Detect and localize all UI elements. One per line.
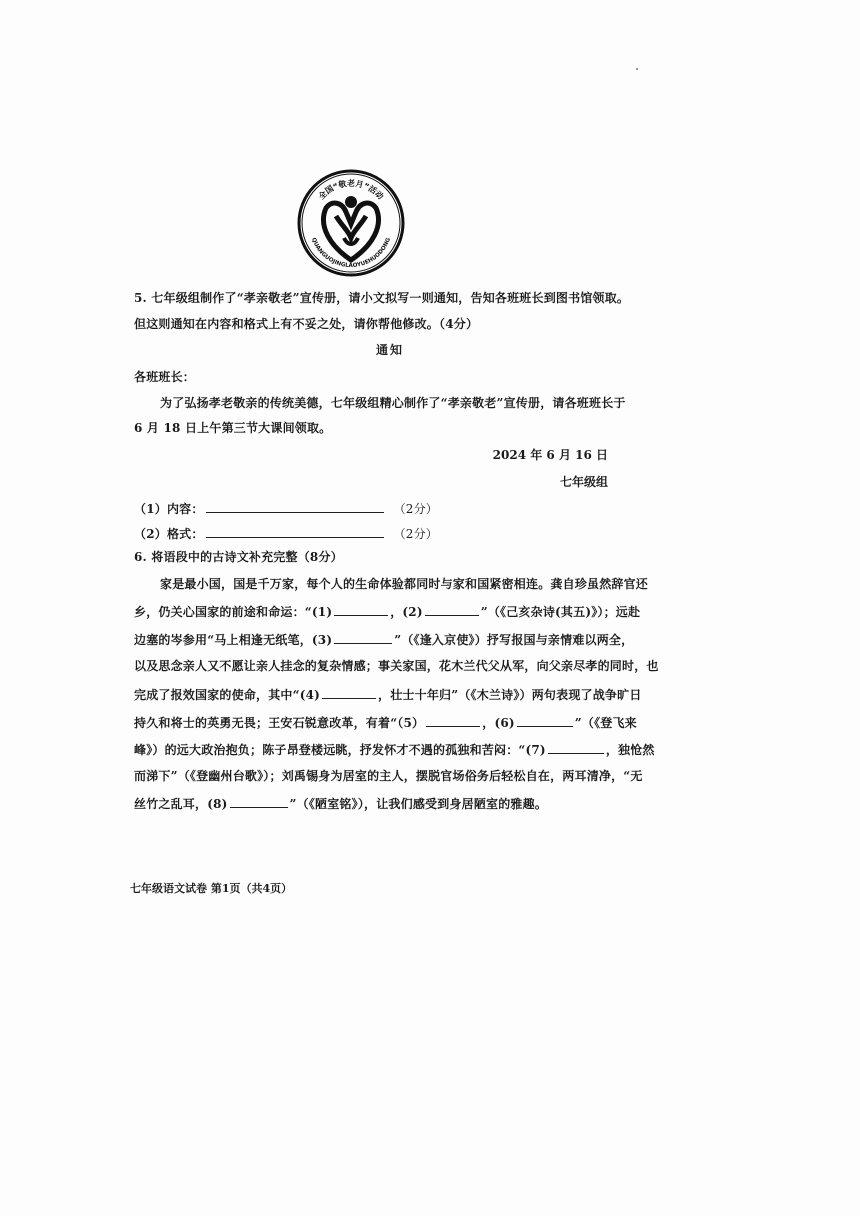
q6-text: ，壮士十年归”（《木兰诗》）两句表现了战争旷日 — [378, 688, 642, 702]
logo-emblem-icon — [296, 168, 406, 278]
answer-content-row — [134, 500, 438, 517]
q6-text: 峰》）的远大政治抱负；陈子昂登楼远眺，抒发怀才不遇的孤独和苦闷：“(7) — [134, 743, 546, 757]
q6-text: 边塞的岑参用“马上相逢无纸笔，(3) — [134, 633, 333, 647]
answer-content-score: （2分） — [393, 502, 438, 516]
q6-text: ”（《逢入京使》）抒写报国与亲情难以两全， — [394, 633, 634, 647]
q6-para-line-6 — [134, 714, 637, 731]
notice-body-line-1: 为了弘扬孝老敬亲的传统美德，七年级组精心制作了“孝亲敬老”宣传册，请各班班长于 — [160, 396, 626, 410]
blank-3[interactable] — [334, 631, 392, 644]
q6-para-line-8: 而涕下”（《登幽州台歌》）；刘禹锡身为居室的主人，摆脱官场俗务后轻松自在，两耳清净，“无 — [134, 769, 643, 783]
q6-para-line-5 — [134, 686, 642, 703]
logo-bottom-text: QUANGUOJINGLAOYUEHUODONG — [310, 237, 392, 270]
q5-line-1: 5. 七年级组制作了“孝亲敬老”宣传册，请小文拟写一则通知，告知各班班长到图书馆领取。 — [134, 291, 630, 305]
blank-5[interactable] — [426, 714, 480, 727]
notice-body-line-2: 6 月 18 日上午第三节大课间领取。 — [134, 421, 332, 435]
answer-content-label: （1）内容： — [134, 502, 204, 516]
blank-2[interactable] — [425, 603, 479, 616]
jinglaoyue-logo — [296, 168, 406, 278]
blank-1[interactable] — [334, 603, 388, 616]
q6-heading: 6. 将语段中的古诗文补充完整（8分） — [134, 550, 343, 564]
q5-line-2: 但这则通知在内容和格式上有不妥之处，请你帮他修改。（4分） — [134, 317, 479, 331]
q6-text: 持久和将士的英勇无畏；王安石锐意改革，有着“（5） — [134, 716, 425, 730]
q6-para-line-1: 家是最小国，国是千万家，每个人的生命体验都同时与家和国紧密相连。龚自珍虽然辞官还 — [160, 577, 649, 591]
blank-4[interactable] — [322, 686, 376, 699]
q6-para-line-9 — [134, 795, 547, 812]
logo-top-text: 全国“敬老月”活动 — [316, 179, 386, 202]
notice-signature: 七年级组 — [559, 475, 608, 489]
answer-format-blank[interactable] — [206, 525, 384, 538]
answer-content-blank[interactable] — [206, 500, 384, 513]
q6-text: ”（《己亥杂诗(其五)》）；远赴 — [480, 605, 641, 619]
page-footer: 七年级语文试卷 第1页（共4页） — [130, 882, 293, 895]
q6-text: ”（《陋室铭》），让我们感受到身居陋室的雅趣。 — [289, 797, 548, 811]
q6-para-line-3 — [134, 631, 633, 648]
q6-text: 丝竹之乱耳，(8) — [134, 797, 228, 811]
notice-title: 通知 — [375, 343, 404, 357]
q6-para-line-2 — [134, 603, 640, 620]
blank-7[interactable] — [548, 741, 604, 754]
answer-format-row — [134, 525, 438, 542]
q6-text: ，独怆然 — [605, 743, 655, 757]
q6-para-line-4: 以及思念亲人又不愿让亲人挂念的复杂情感；事关家国，花木兰代父从军，向父亲尽孝的同时，也 — [134, 659, 659, 673]
blank-6[interactable] — [517, 714, 573, 727]
q6-text: 完成了报效国家的使命，其中“(4) — [134, 688, 321, 702]
q6-text: 乡，仍关心国家的前途和命运：“(1) — [134, 605, 333, 619]
q6-text: ，(2) — [390, 605, 423, 619]
scan-speck — [636, 68, 638, 70]
q6-para-line-7 — [134, 741, 655, 758]
q6-text: ，(6) — [482, 716, 515, 730]
answer-format-label: （2）格式： — [134, 527, 204, 541]
notice-salutation: 各班班长： — [134, 370, 196, 384]
answer-format-score: （2分） — [393, 527, 438, 541]
blank-8[interactable] — [230, 795, 288, 808]
q6-text: ”（《登飞来 — [574, 716, 637, 730]
notice-date: 2024 年 6 月 16 日 — [492, 448, 608, 462]
